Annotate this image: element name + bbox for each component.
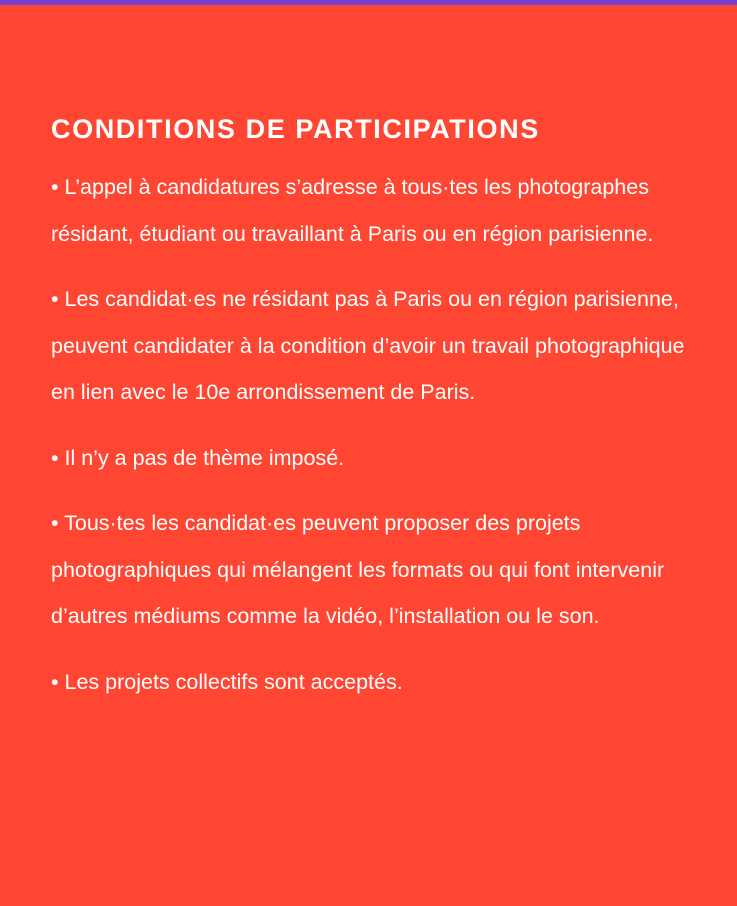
condition-item: • L’appel à candidatures s’adresse à tous·tes les photographes résidant, étudiant ou travaillant à Paris ou en région parisienne.	[51, 175, 654, 246]
condition-item: • Tous·tes les candidat·es peuvent proposer des projets photographiques qui mélangent les formats ou qui font intervenir d’autres médiums comme la vidéo, l’installation ou le son.	[51, 511, 665, 628]
condition-item: • Les projets collectifs sont acceptés.	[51, 669, 403, 694]
condition-item: • Il n’y a pas de thème imposé.	[51, 445, 345, 470]
condition-item: • Les candidat·es ne résidant pas à Paris ou en région parisienne, peuvent candidater à la condition d’avoir un travail photographique en lien avec le 10e arrondissement de Paris.	[51, 287, 685, 404]
conditions-section	[51, 112, 701, 724]
top-accent-bar	[0, 0, 737, 5]
section-title: CONDITIONS DE PARTICIPATIONS	[51, 114, 540, 144]
